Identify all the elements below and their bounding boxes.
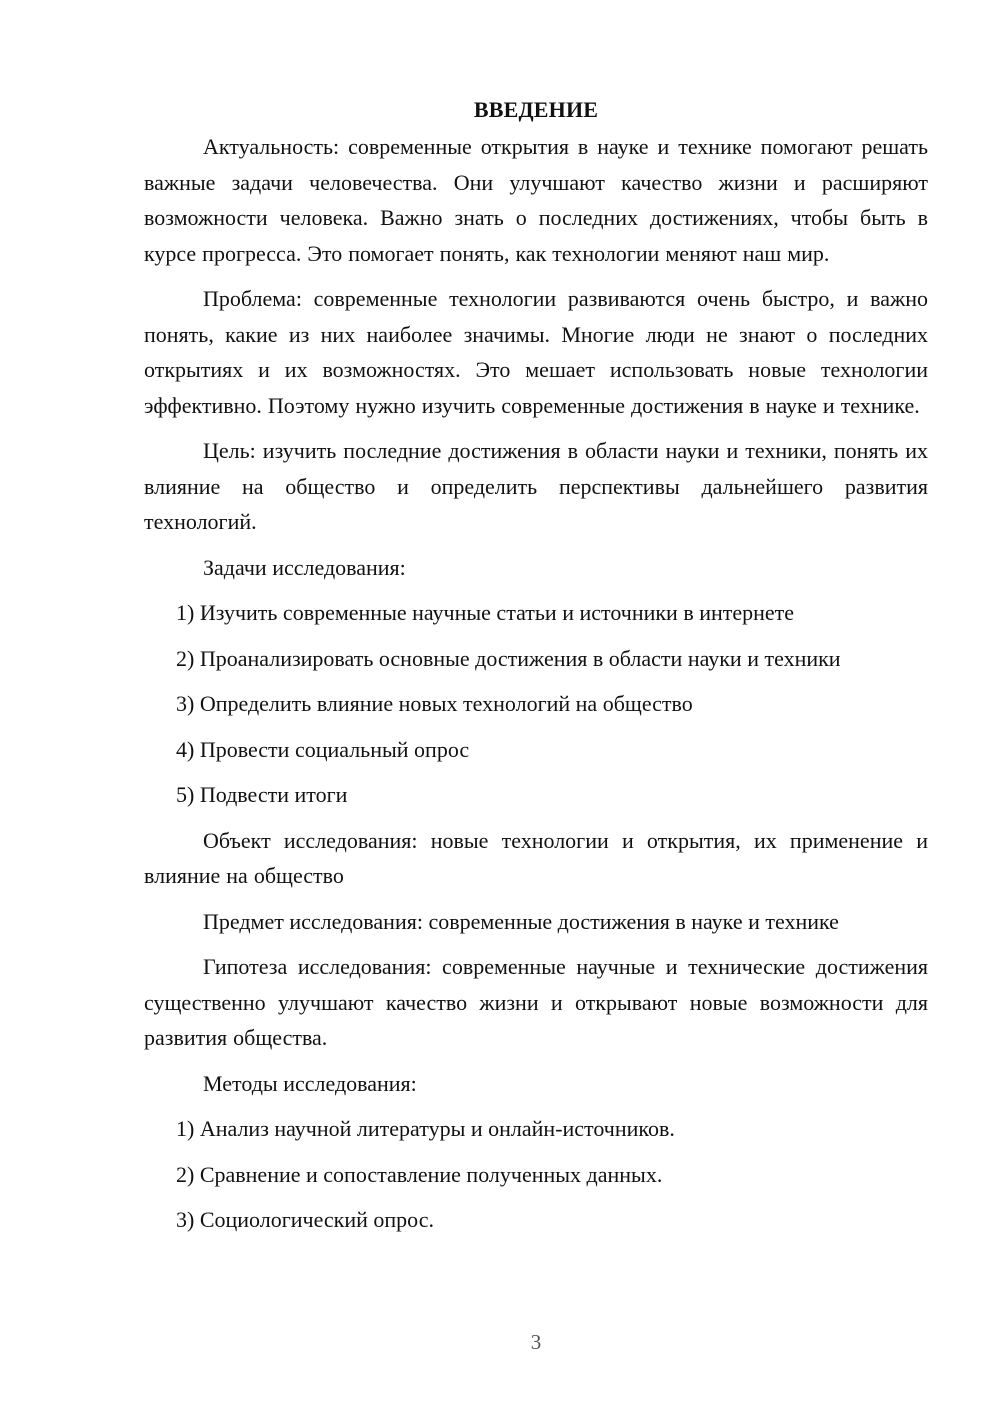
method-item: 3) Социологический опрос. xyxy=(176,1207,434,1232)
task-item: 2) Проанализировать основные достижения в области науки и техники xyxy=(176,645,841,671)
hypothesis-paragraph: Гипотеза исследования: современные научные и технические достижения существенно улучшают качество жизни и открывают новые возможности для развития общества. xyxy=(144,954,928,1050)
task-item: 3) Определить влияние новых технологий на общество xyxy=(176,691,693,716)
tasks-heading: Задачи исследования: xyxy=(203,554,406,580)
task-item: 4) Провести социальный опрос xyxy=(176,736,470,762)
subject-paragraph: Предмет исследования: современные достижения в науке и технике xyxy=(203,908,839,934)
goal-paragraph: Цель: изучить последние достижения в области науки и техники, понять их влияние на общество и определить перспективы дальнейшего развития технологий. xyxy=(144,438,928,534)
task-item: 1) Изучить современные научные статьи и источники в интернете xyxy=(176,600,795,625)
methods-heading: Методы исследования: xyxy=(203,1070,417,1096)
problem-paragraph: Проблема: современные технологии развиваются очень быстро, и важно понять, какие из них наиболее значимы. Многие люди не знают о последних открытиях и их возможностях. Это мешает использовать новые технологии эффективно. Поэтому нужно изучить современные достижения в науке и технике. xyxy=(144,286,928,418)
object-paragraph: Объект исследования: новые технологии и открытия, их применение и влияние на общество xyxy=(144,827,928,888)
page-number: 3 xyxy=(530,1330,542,1354)
task-item: 5) Подвести итоги xyxy=(176,782,348,807)
method-item: 1) Анализ научной литературы и онлайн-источников. xyxy=(176,1116,675,1141)
relevance-paragraph: Актуальность: современные открытия в науке и технике помогают решать важные задачи человечества. Они улучшают качество жизни и расширяют возможности человека. Важно знать о последних достижениях, чтобы быть в курсе прогресса. Это помогает понять, как технологии меняют наш мир. xyxy=(144,134,928,266)
document-body xyxy=(144,92,928,1248)
section-title: ВВЕДЕНИЕ xyxy=(473,97,599,122)
method-item: 2) Сравнение и сопоставление полученных данных. xyxy=(176,1161,663,1187)
